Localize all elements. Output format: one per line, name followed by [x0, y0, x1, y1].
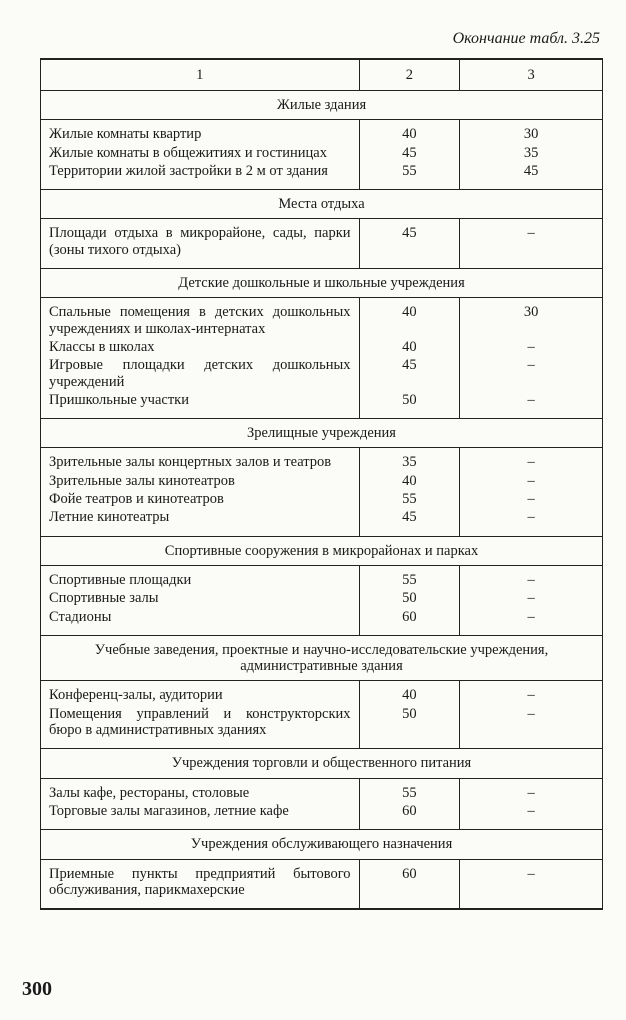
section-title: Детские дошкольные и школьные учреждения [41, 269, 603, 298]
section-body-row [41, 120, 603, 190]
section-body-row [41, 448, 603, 536]
section-body-row [41, 298, 603, 419]
row-name: Залы кафе, рестораны, столовые [49, 784, 250, 801]
value-col2: 50 [402, 590, 417, 607]
value-col2: 55 [402, 162, 417, 179]
row-name: Спальные помещения в детских дошкольных учреждениях и школах-интернатах [49, 304, 351, 337]
col2-values-cell [359, 565, 460, 635]
value-col2: 45 [402, 509, 417, 526]
value-col2: 40 [402, 472, 417, 489]
section-body-row [41, 778, 603, 830]
section-header-row [41, 536, 603, 565]
names-cell [41, 565, 360, 635]
col3-values-cell [460, 219, 603, 269]
value-col3: 45 [523, 162, 539, 179]
col2-values-cell [359, 778, 460, 830]
section-title: Зрелищные учреждения [41, 419, 603, 448]
value-col3: – [527, 357, 535, 374]
col3-values-cell [460, 298, 603, 419]
value-col2: 45 [402, 144, 417, 161]
col2-values-cell [359, 298, 460, 419]
section-title: Жилые здания [41, 91, 603, 120]
section-title: Места отдыха [41, 190, 603, 219]
col2-values-cell [359, 219, 460, 269]
row-name: Зрительные залы кинотеатров [49, 472, 235, 489]
col2-values-cell [359, 120, 460, 190]
names-cell [41, 298, 360, 419]
row-name: Летние кинотеатры [49, 509, 170, 526]
section-body-row [41, 565, 603, 635]
value-col3: – [527, 491, 535, 508]
col3-values-cell [460, 565, 603, 635]
header-col-3: 3 [460, 59, 603, 91]
col3-values-cell [460, 120, 603, 190]
row-name: Торговые залы магазинов, летние кафе [49, 802, 289, 819]
names-cell [41, 859, 360, 909]
row-name: Жилые комнаты квартир [49, 126, 202, 143]
page-number: 300 [22, 978, 52, 1000]
section-header-row [41, 269, 603, 298]
section-title: Спортивные сооружения в микрорайонах и парках [41, 536, 603, 565]
row-name: Стадионы [49, 608, 112, 625]
section-title: Учебные заведения, проектные и научно-исследовательские учреждения, административные здания [41, 635, 603, 681]
section-header-row [41, 91, 603, 120]
value-col2: 45 [402, 357, 417, 374]
value-col3: – [527, 338, 535, 355]
row-name: Фойе театров и кинотеатров [49, 491, 224, 508]
value-col3: – [527, 590, 535, 607]
value-col3: 30 [523, 304, 539, 321]
names-cell [41, 448, 360, 536]
row-name: Территории жилой застройки в 2 м от здания [49, 162, 328, 179]
value-col3: – [527, 225, 535, 242]
section-header-row [41, 830, 603, 859]
value-col3: – [527, 571, 535, 588]
norms-table [40, 58, 603, 910]
col2-values-cell [359, 448, 460, 536]
value-col2: 55 [402, 491, 417, 508]
value-col3: 30 [523, 126, 539, 143]
col2-values-cell [359, 859, 460, 909]
row-name: Зрительные залы концертных залов и театров [49, 454, 332, 471]
section-title: Учреждения торговли и общественного питания [41, 749, 603, 778]
row-name: Приемные пункты предприятий бытового обслуживания, парикмахерские [49, 865, 351, 898]
value-col2: 40 [402, 338, 417, 355]
section-header-row [41, 190, 603, 219]
col3-values-cell [460, 448, 603, 536]
col3-values-cell [460, 778, 603, 830]
col3-values-cell [460, 681, 603, 749]
row-name: Спортивные площадки [49, 571, 192, 588]
value-col2: 55 [402, 571, 417, 588]
value-col2: 40 [402, 304, 417, 321]
value-col2: 60 [402, 608, 417, 625]
value-col2: 35 [402, 454, 417, 471]
value-col2: 45 [402, 225, 417, 242]
section-header-row [41, 635, 603, 681]
header-col-1: 1 [41, 59, 360, 91]
value-col3: 35 [523, 144, 539, 161]
value-col3: – [527, 472, 535, 489]
value-col2: 40 [402, 687, 417, 704]
value-col3: – [527, 608, 535, 625]
header-col-2: 2 [359, 59, 460, 91]
names-cell [41, 778, 360, 830]
value-col3: – [527, 391, 535, 408]
section-header-row [41, 419, 603, 448]
row-name: Помещения управлений и конструкторских бюро в административных зданиях [49, 705, 351, 739]
section-title: Учреждения обслуживающего назначения [41, 830, 603, 859]
section-body-row [41, 859, 603, 909]
value-col3: – [527, 687, 535, 704]
value-col2: 60 [402, 865, 417, 882]
table-caption: Окончание табл. 3.25 [452, 30, 600, 47]
value-col2: 55 [402, 784, 417, 801]
row-name: Площади отдыха в микрорайоне, сады, парки (зоны тихого отдыха) [49, 225, 351, 258]
value-col3: – [527, 705, 535, 722]
value-col3: – [527, 802, 535, 819]
row-name: Спортивные залы [49, 590, 159, 607]
names-cell [41, 120, 360, 190]
value-col3: – [527, 784, 535, 801]
section-header-row [41, 749, 603, 778]
row-name: Конференц-залы, аудитории [49, 687, 223, 704]
value-col3: – [527, 509, 535, 526]
row-name: Пришкольные участки [49, 391, 189, 408]
row-name: Игровые площадки детских дошкольных учреждений [49, 357, 351, 390]
col3-values-cell [460, 859, 603, 909]
row-name: Классы в школах [49, 338, 155, 355]
value-col2: 40 [402, 126, 417, 143]
value-col2: 50 [402, 705, 417, 722]
value-col2: 50 [402, 391, 417, 408]
value-col3: – [527, 865, 535, 882]
names-cell [41, 219, 360, 269]
value-col2: 60 [402, 802, 417, 819]
table-header-row [41, 59, 603, 91]
section-body-row [41, 681, 603, 749]
value-col3: – [527, 454, 535, 471]
row-name: Жилые комнаты в общежитиях и гостиницах [49, 144, 327, 161]
col2-values-cell [359, 681, 460, 749]
section-body-row [41, 219, 603, 269]
names-cell [41, 681, 360, 749]
